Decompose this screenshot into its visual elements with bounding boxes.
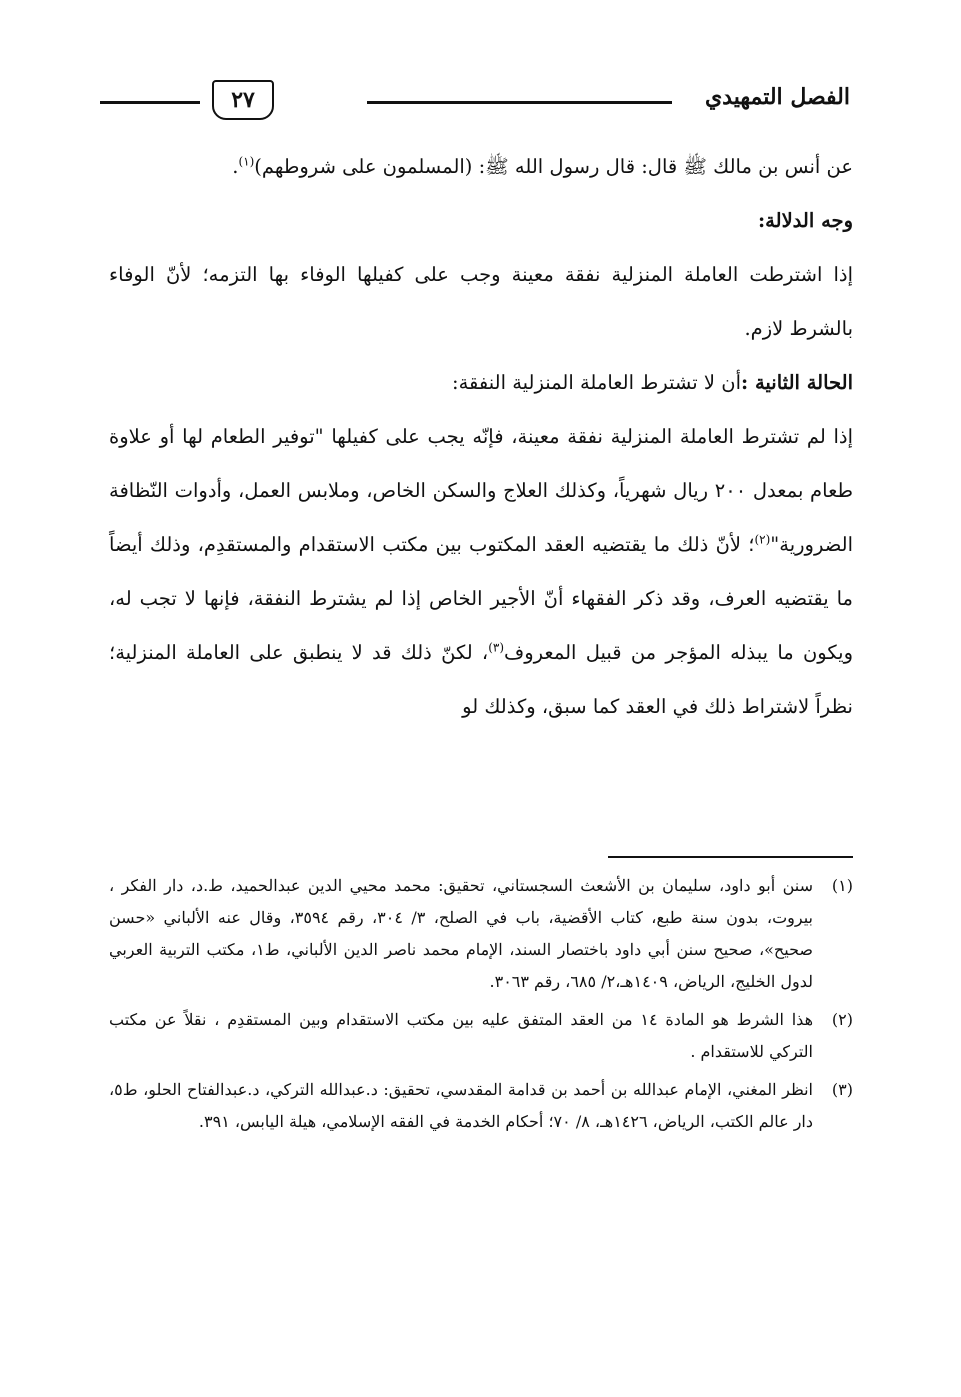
case-two-part-a: إذا لم تشترط العاملة المنزلية نفقة معينة، فإنّه يجب على كفيلها "توفير الطعام لها أو علاوة طعام بمعدل ٢٠٠ ريال شهرياً، وكذلك العلاج والسكن الخاص، وملابس العمل، وأدوات النّظافة الضرورية"	[109, 425, 853, 556]
case-two-label: الحالة الثانية :	[740, 371, 853, 394]
header-rule-right	[367, 101, 672, 104]
case-two-part-c: ، لكنّ ذلك قد لا ينطبق على العاملة المنزلية؛ نظراً لاشتراط ذلك في العقد كما سبق، وكذلك لو	[109, 641, 853, 718]
case-two-text: أن لا تشترط العاملة المنزلية النفقة:	[452, 371, 741, 394]
footnote-number: (١)	[831, 876, 853, 895]
footnote	[109, 1074, 853, 1138]
section-heading-evidence: وجه الدلالة:	[757, 209, 853, 232]
footnotes	[109, 870, 853, 1144]
footnote-ref-2: (٢)	[754, 532, 771, 547]
body-text	[109, 140, 853, 734]
header-rule-left	[100, 101, 200, 104]
footnote-text: هذا الشرط هو المادة ١٤ من العقد المتفق عليه بين مكتب الاستقدام وبين المستقدِم ، نقلاً عن مكتب التركي للاستقدام .	[109, 1010, 814, 1061]
evidence-paragraph: إذا اشترطت العاملة المنزلية نفقة معينة وجب على كفيلها الوفاء بها التزمه؛ لأنّ الوفاء بالشرط لازم.	[109, 263, 853, 340]
footnote-separator	[608, 856, 853, 858]
footnote	[109, 1004, 853, 1068]
footnote-number: (٢)	[831, 1010, 853, 1029]
case-two-paragraph	[109, 410, 853, 734]
hadith-paragraph	[109, 140, 853, 194]
case-two-heading	[109, 356, 853, 410]
footnote-ref-1: (١)	[238, 154, 255, 169]
case-two-part-b: ؛ لأنّ ذلك ما يقتضيه العقد المكتوب بين مكتب الاستقدام والمستقدِم، وذلك أيضاً ما يقتضيه العرف، وقد ذكر الفقهاء أنّ الأجير الخاص إذا لم يشترط النفقة، فإنها لا تجب له، ويكون ما يبذله المؤجر من قبيل المعروف	[109, 533, 853, 664]
footnote-text: انظر المغني، الإمام عبدالله بن أحمد بن قدامة المقدسي، تحقيق: د.عبدالله التركي، د.عبدالفتاح الحلو، ط٥، دار عالم الكتب، الرياض، ١٤٢٦هـ، ٨/ ٧٠؛ أحكام الخدمة في الفقه الإسلامي، هيلة اليابس، ٣٩١.	[109, 1080, 814, 1131]
footnote-text: سنن أبو داود، سليمان بن الأشعث السجستاني، تحقيق: محمد محيي الدين عبدالحميد، ط.د، دار الفكر ، بيروت، بدون سنة طبع، كتاب الأقضية، باب في الصلح، ٣/ ٣٠٤، رقم ٣٥٩٤، وقال عنه الألباني «حسن صحيح»، صحيح سنن أبي داود باختصار السند، الإمام محمد ناصر الدين الألباني، ط١، مكتب التربية العربي لدول الخليج، الرياض، ١٤٠٩هـ،٢/ ٦٨٥، رقم ٣٠٦٣.	[109, 876, 813, 991]
hadith-text: عن أنس بن مالك ﷺ قال: قال رسول الله ﷺ: (المسلمون على شروطهم)	[254, 155, 853, 178]
footnote-number: (٣)	[831, 1080, 853, 1099]
chapter-title: الفصل التمهيدي	[704, 84, 850, 110]
footnote	[109, 870, 853, 998]
running-header	[100, 74, 850, 126]
hadith-end: .	[232, 155, 239, 178]
page-number: ٢٧	[212, 80, 274, 120]
footnote-ref-3: (٣)	[488, 640, 505, 655]
